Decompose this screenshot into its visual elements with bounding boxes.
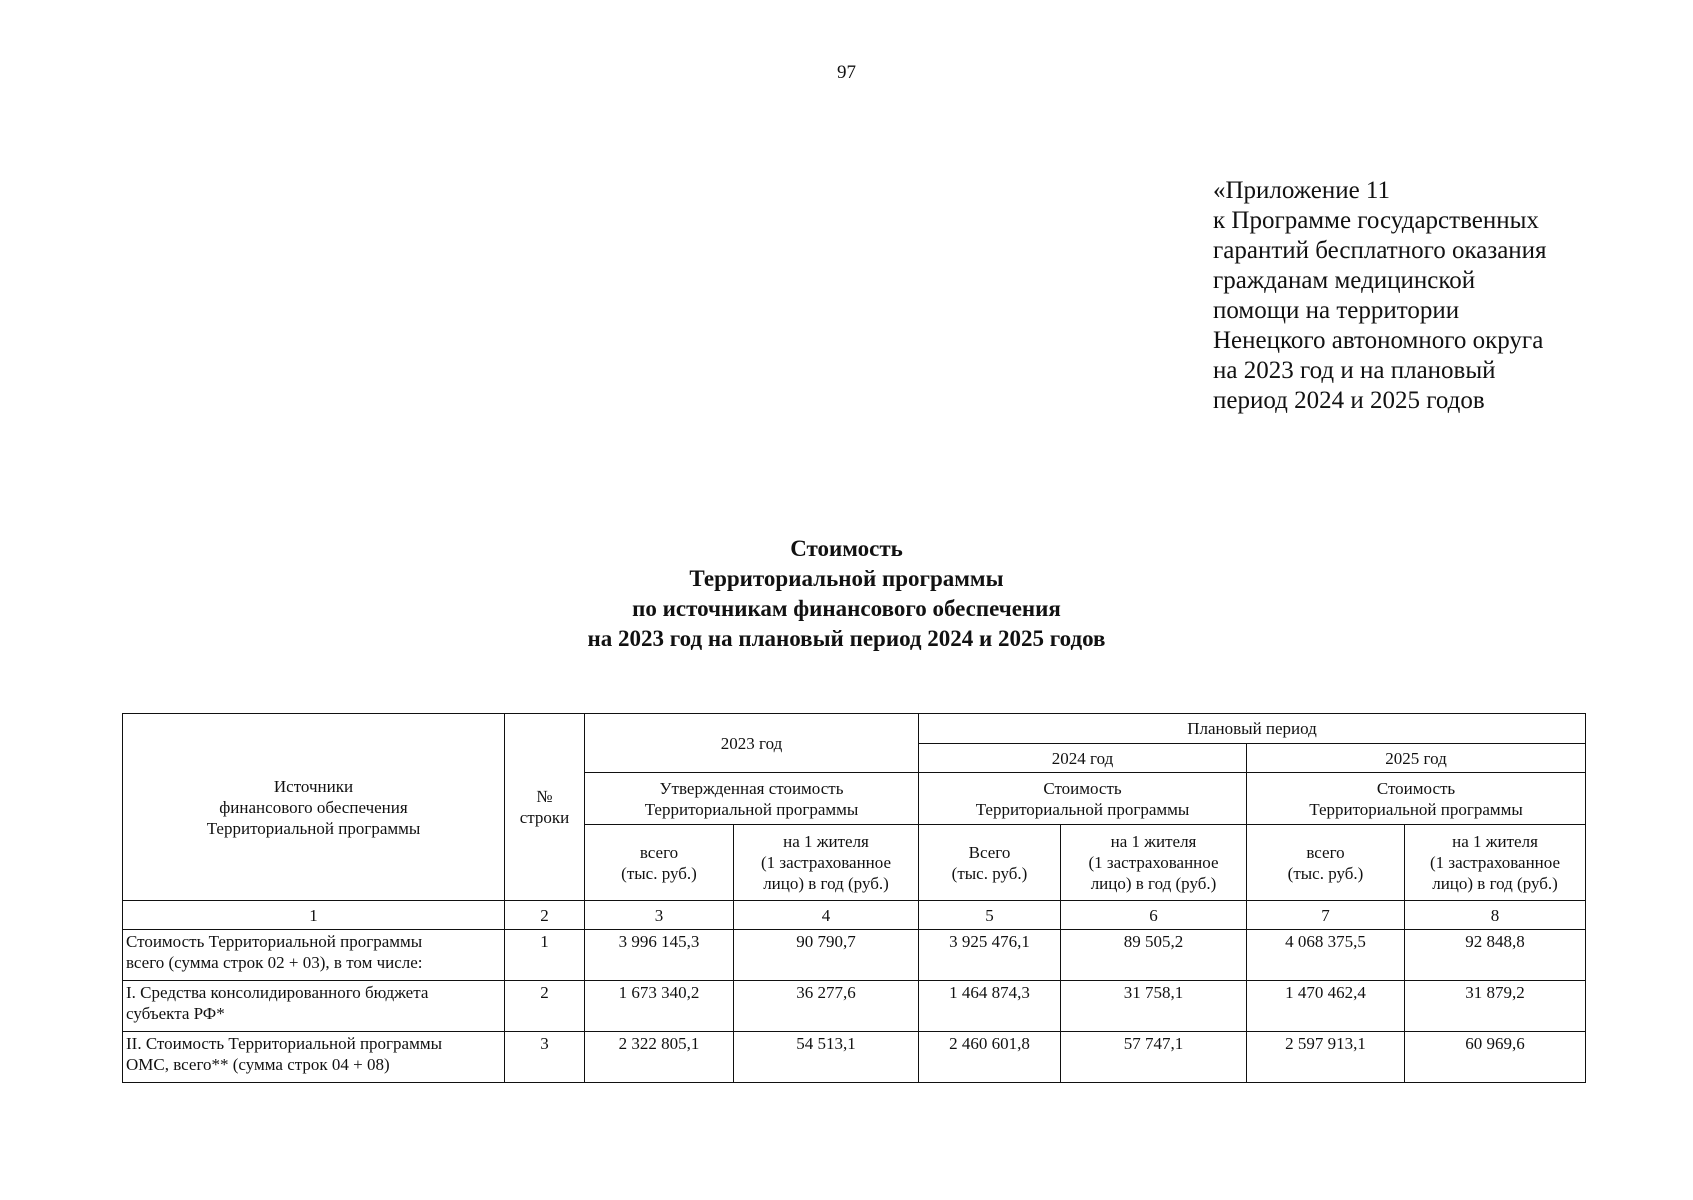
cell-per-capita-2025: 92 848,8 xyxy=(1405,930,1586,981)
header-year-2023: 2023 год xyxy=(585,714,919,773)
header-total-2024: Всего (тыс. руб.) xyxy=(919,825,1061,901)
row-number: 3 xyxy=(505,1032,585,1083)
header-total-2025: всего (тыс. руб.) xyxy=(1247,825,1405,901)
header-per-capita-2024: на 1 жителя (1 застрахованное лицо) в год (руб.) xyxy=(1061,825,1247,901)
cell-per-capita-2024: 31 758,1 xyxy=(1061,981,1247,1032)
header-year-2025: 2025 год xyxy=(1247,744,1586,773)
annex-line: на 2023 год и на плановый xyxy=(1213,357,1496,384)
column-number: 4 xyxy=(734,901,919,930)
annex-line: период 2024 и 2025 годов xyxy=(1213,387,1485,414)
title-line: Стоимость xyxy=(790,536,903,561)
annex-line: гарантий бесплатного оказания xyxy=(1213,237,1547,264)
column-number: 1 xyxy=(123,901,505,930)
cell-per-capita-2023: 90 790,7 xyxy=(734,930,919,981)
cell-per-capita-2023: 36 277,6 xyxy=(734,981,919,1032)
header-approved-cost-2023: Утвержденная стоимость Территориальной программы xyxy=(585,773,919,825)
header-per-capita-2025: на 1 жителя (1 застрахованное лицо) в год (руб.) xyxy=(1405,825,1586,901)
cell-per-capita-2025: 60 969,6 xyxy=(1405,1032,1586,1083)
row-number: 2 xyxy=(505,981,585,1032)
cell-per-capita-2023: 54 513,1 xyxy=(734,1032,919,1083)
annex-line: помощи на территории xyxy=(1213,297,1460,324)
table-row xyxy=(123,981,1586,1032)
title-line: по источникам финансового обеспечения xyxy=(632,596,1061,621)
row-label: Стоимость Территориальной программы всего (сумма строк 02 + 03), в том числе: xyxy=(123,930,505,981)
annex-line: Ненецкого автономного округа xyxy=(1213,327,1544,354)
column-number: 2 xyxy=(505,901,585,930)
header-cost-2024: Стоимость Территориальной программы xyxy=(919,773,1247,825)
column-number: 8 xyxy=(1405,901,1586,930)
cell-total-2025: 1 470 462,4 xyxy=(1247,981,1405,1032)
annex-line: «Приложение 11 xyxy=(1213,177,1391,204)
column-number: 7 xyxy=(1247,901,1405,930)
cell-total-2024: 1 464 874,3 xyxy=(919,981,1061,1032)
header-cost-2025: Стоимость Территориальной программы xyxy=(1247,773,1586,825)
cell-total-2023: 3 996 145,3 xyxy=(585,930,734,981)
header-planned-period: Плановый период xyxy=(919,714,1586,744)
title-line: Территориальной программы xyxy=(689,566,1004,591)
header-total-2023: всего (тыс. руб.) xyxy=(585,825,734,901)
cell-total-2023: 1 673 340,2 xyxy=(585,981,734,1032)
title-line: на 2023 год на плановый период 2024 и 2025 годов xyxy=(587,626,1106,651)
annex-line: к Программе государственных xyxy=(1213,207,1539,234)
row-number: 1 xyxy=(505,930,585,981)
cell-total-2024: 3 925 476,1 xyxy=(919,930,1061,981)
cell-per-capita-2024: 89 505,2 xyxy=(1061,930,1247,981)
cell-per-capita-2025: 31 879,2 xyxy=(1405,981,1586,1032)
table-row xyxy=(123,930,1586,981)
cell-total-2024: 2 460 601,8 xyxy=(919,1032,1061,1083)
cost-table xyxy=(122,713,1586,1083)
cell-total-2025: 4 068 375,5 xyxy=(1247,930,1405,981)
row-label: II. Стоимость Территориальной программы ОМС, всего** (сумма строк 04 + 08) xyxy=(123,1032,505,1083)
annex-line: гражданам медицинской xyxy=(1213,267,1476,294)
table-row xyxy=(123,1032,1586,1083)
header-year-2024: 2024 год xyxy=(919,744,1247,773)
cell-per-capita-2024: 57 747,1 xyxy=(1061,1032,1247,1083)
cell-total-2023: 2 322 805,1 xyxy=(585,1032,734,1083)
cell-total-2025: 2 597 913,1 xyxy=(1247,1032,1405,1083)
column-number: 5 xyxy=(919,901,1061,930)
header-source: Источники финансового обеспечения Территориальной программы xyxy=(123,714,505,901)
row-label: I. Средства консолидированного бюджета субъекта РФ* xyxy=(123,981,505,1032)
page-number: 97 xyxy=(837,62,856,83)
header-per-capita-2023: на 1 жителя (1 застрахованное лицо) в год (руб.) xyxy=(734,825,919,901)
column-number: 3 xyxy=(585,901,734,930)
document-title xyxy=(0,534,1693,654)
column-number: 6 xyxy=(1061,901,1247,930)
annex-reference xyxy=(1213,176,1633,416)
header-row-number: № строки xyxy=(505,714,585,901)
column-number-row xyxy=(123,901,1586,930)
